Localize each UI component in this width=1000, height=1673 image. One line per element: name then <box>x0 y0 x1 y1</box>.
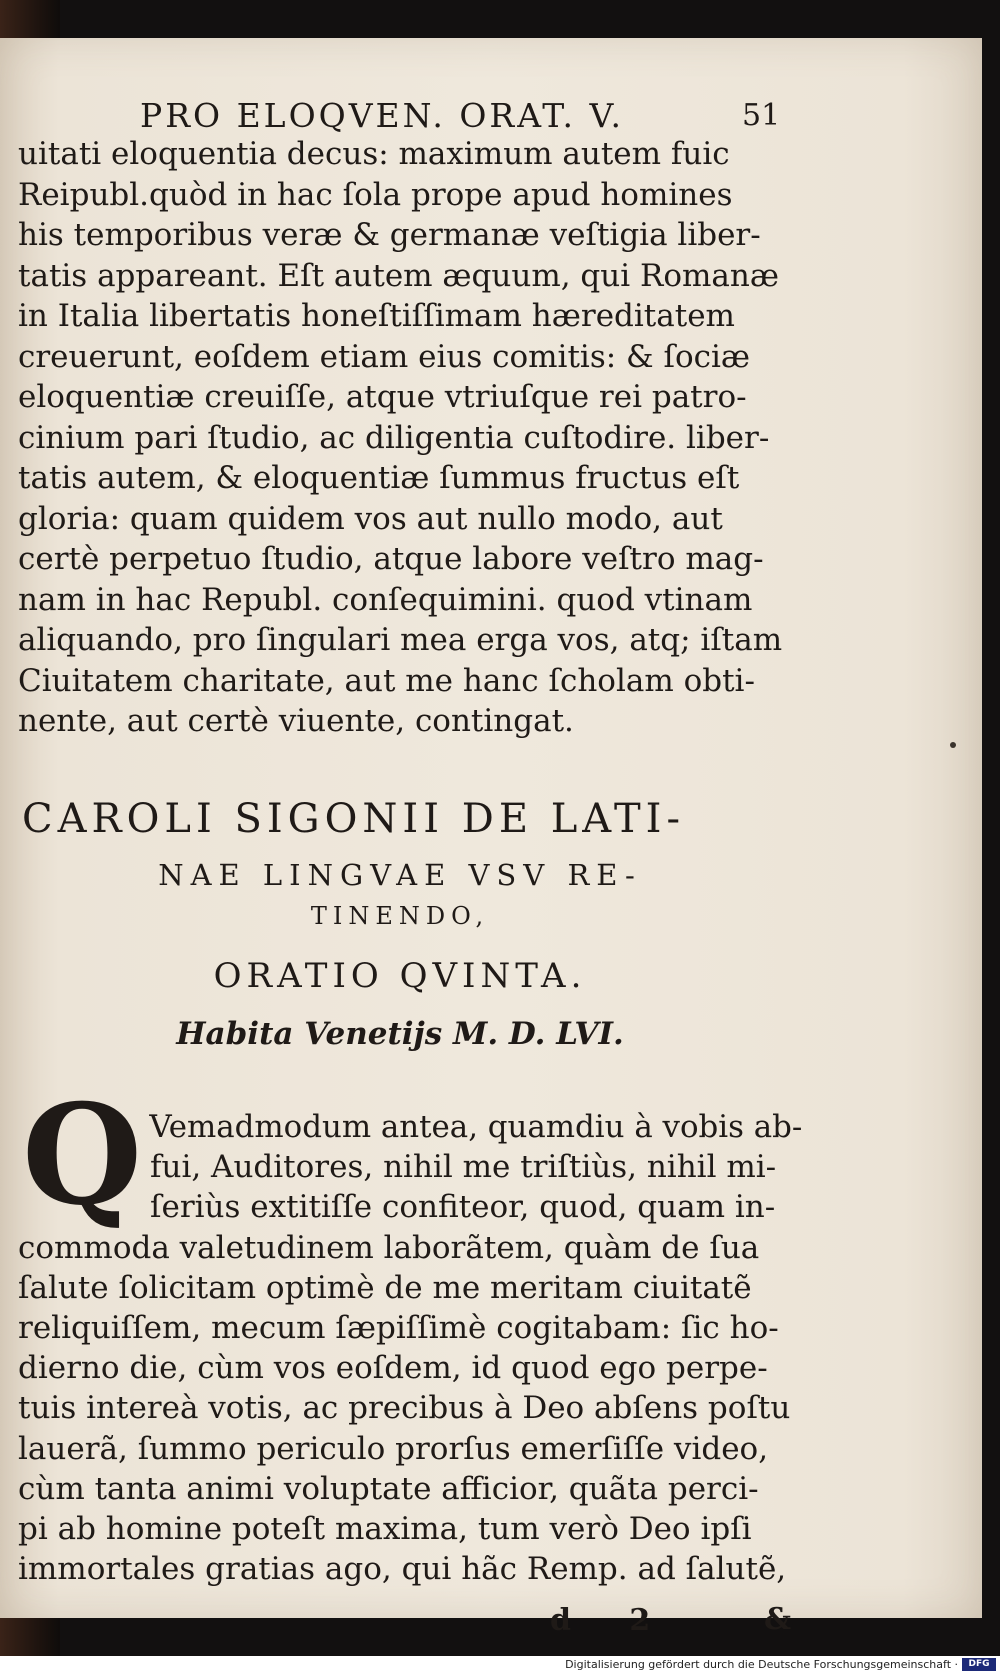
page-blemish <box>950 742 956 748</box>
running-head: PRO ELOQVEN. ORAT. V. <box>140 96 624 135</box>
text-line: fui, Auditores, nihil me triſtiùs, nihil mi- <box>150 1149 777 1186</box>
text-line: nente, aut certè viuente, contingat. <box>18 703 574 739</box>
text-line: Reipubl.quòd in hac ſola prope apud homines <box>18 176 733 213</box>
oration-heading: ORATIO QVINTA. <box>213 956 587 996</box>
section-title-line-3: TINENDO, <box>310 902 490 930</box>
text-line: tatis appareant. Eſt autem æquum, qui Romanæ <box>18 257 779 294</box>
text-line: ſeriùs extitiſſe confiteor, quod, quam in- <box>150 1189 776 1226</box>
text-line: his temporibus veræ & germanæ veſtigia liber- <box>18 217 761 253</box>
paragraph-1 <box>18 134 788 742</box>
text-line: tatis autem, & eloquentiæ ſummus fructus eſt <box>18 460 740 496</box>
text-line: tuis intereà votis, ac precibus à Deo abſens poſtu <box>18 1390 791 1427</box>
text-line: gloria: quam quidem vos aut nullo modo, aut <box>18 500 723 537</box>
text-line: certè perpetuo ſtudio, atque labore veſtro mag- <box>18 541 764 577</box>
paragraph-2 <box>18 1107 803 1589</box>
section-title-line-2: NAE LINGVAE VSV RE- <box>158 858 642 892</box>
funding-credit: Digitalisierung gefördert durch die Deutsche Forschungsgemeinschaft · <box>565 1658 958 1671</box>
text-line: Ciuitatem charitate, aut me hanc ſcholam obti- <box>18 662 755 699</box>
catchword: & <box>764 1602 792 1637</box>
dfg-logo[interactable]: DFG <box>962 1658 996 1671</box>
text-line: ſalute ſolicitam optimè de me meritam ciuitatẽ <box>18 1269 752 1306</box>
section-title-line-1: CAROLI SIGONII DE LATI- <box>22 796 685 842</box>
text-line: creuerunt, eoſdem etiam eius comitis: & ſociæ <box>18 338 751 375</box>
signature-mark: d 2 <box>550 1603 675 1638</box>
text-line: nam in hac Republ. conſequimini. quod vtinam <box>18 581 753 618</box>
text-line: in Italia libertatis honeſtiſſimam hæreditatem <box>18 298 735 334</box>
text-line: commoda valetudinem laborãtem, quàm de ſua <box>18 1229 760 1266</box>
drop-cap-initial: Q <box>22 1073 143 1236</box>
text-line: reliquiſſem, mecum ſæpiſſimè cogitabam: ſic ho- <box>18 1310 779 1347</box>
digitization-footer <box>0 1656 1000 1673</box>
text-line: eloquentiæ creuiſſe, atque vtriuſque rei patro- <box>18 379 747 415</box>
text-line: dierno die, cùm vos eoſdem, id quod ego perpe- <box>18 1350 768 1387</box>
text-line: immortales gratias ago, qui hãc Remp. ad ſalutẽ, <box>18 1551 787 1588</box>
book-page <box>0 38 982 1638</box>
text-line: cùm tanta animi voluptate afficior, quãta perci- <box>18 1470 759 1507</box>
text-line: lauerã, ſummo periculo prorſus emerſiſſe video, <box>18 1430 769 1467</box>
text-line: pi ab homine poteſt maxima, tum verò Deo ipſi <box>18 1511 752 1548</box>
text-line: Vemadmodum antea, quamdiu à vobis ab- <box>149 1109 803 1145</box>
text-line: uitati eloquentia decus: maximum autem fuic <box>18 136 730 172</box>
oration-subheading: Habita Venetijs M. D. LVI. <box>176 1016 624 1052</box>
text-line: aliquando, pro ſingulari mea erga vos, atq; iſtam <box>18 622 783 658</box>
folio-number: 51 <box>742 98 781 133</box>
text-line: cinium pari ſtudio, ac diligentia cuſtodire. liber- <box>18 419 770 456</box>
